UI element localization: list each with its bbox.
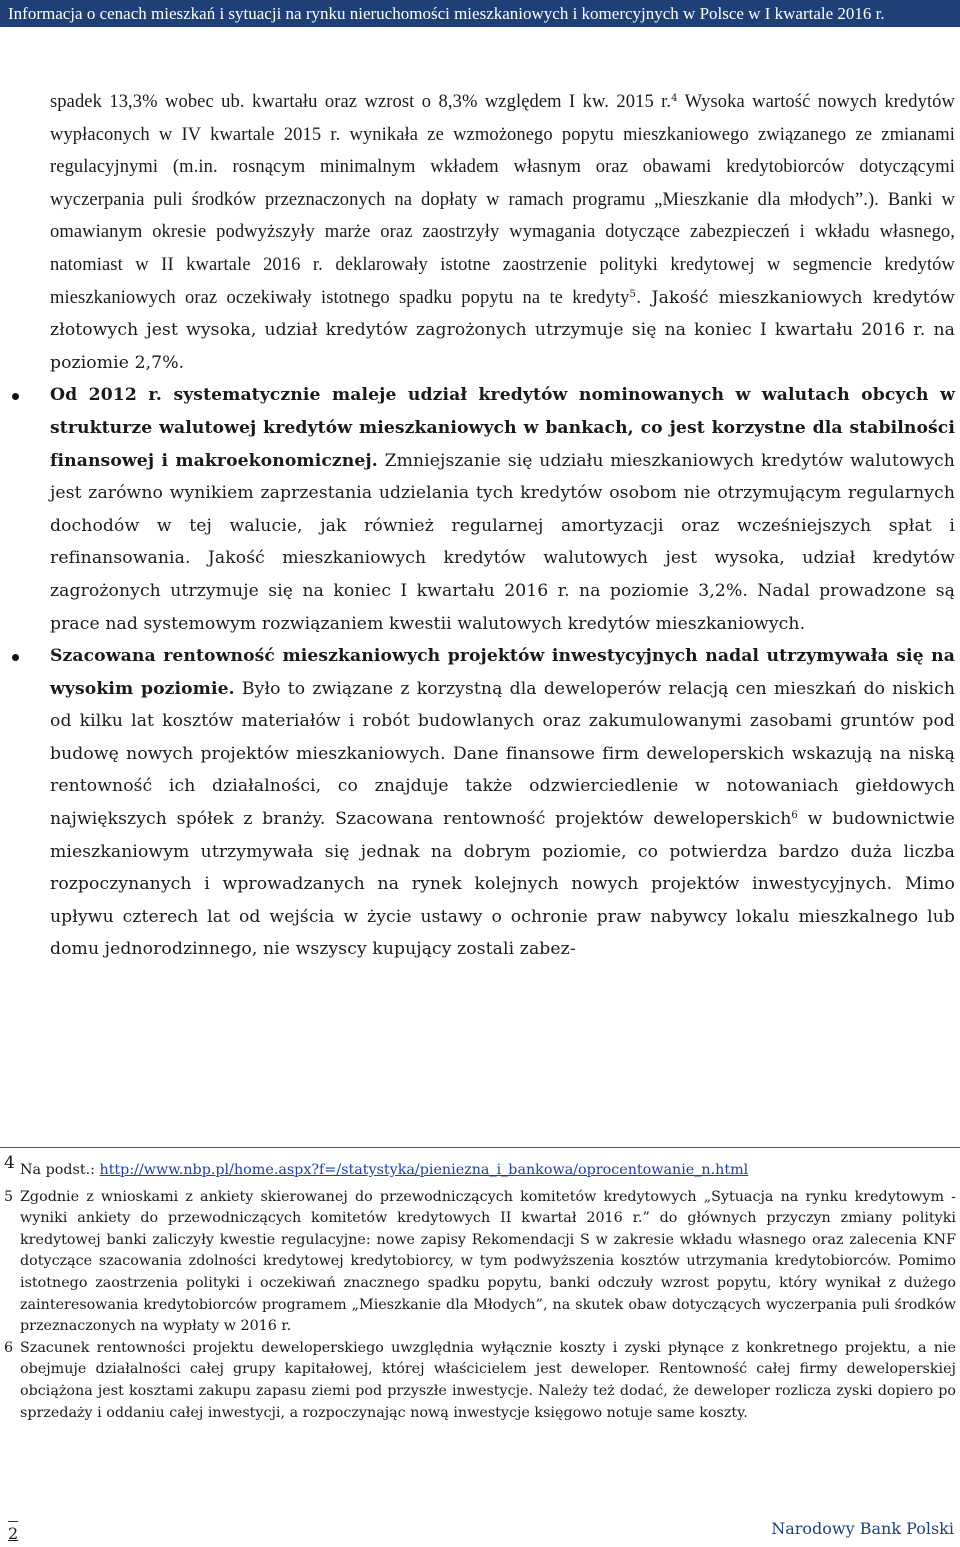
footnote-6-text: Szacunek rentowności projektu deweloperskiego uwzględnia wyłącznie koszty i zyski płynące z konkretnego projektu, a nie obejmuje działalności całej grupy kapitałowej, której właścicielem jest deweloper. Rentowność całej firmy deweloperskiej obciążona jest kosztami zakupu zapasu ziemi pod przyszłe inwestycje. Należy też dodać, że deweloper rozlicza zyski dopiero po sprzedaży i oddaniu całej inwestycji, a rozpoczynając nową inwestycje księgowo notuje same koszty. [20,1339,956,1421]
footnote-ref-6[interactable]: 6 [791,810,798,822]
bullet-item-fx-loans [50,379,955,640]
footnotes [4,1153,956,1424]
footnote-4-link[interactable]: http://www.nbp.pl/home.aspx?f=/statystyka/pieniezna_i_bankowa/oprocentowanie_n.html [99,1162,749,1178]
footnote-6 [4,1338,956,1424]
body-text [50,86,955,966]
document-header [0,0,960,27]
footnote-ref-5[interactable]: 5 [629,288,636,300]
footnote-ref-4[interactable]: 4 [671,93,678,104]
bullet-2-bold: Szacowana rentowność mieszkaniowych projektów inwestycyjnych nadal utrzymywała się na wysokim poziomie. [50,646,955,699]
footnote-5-number: 5 [4,1188,14,1205]
footnote-5-text: Zgodnie z wnioskami z ankiety skierowanej do przewodniczących komitetów kredytowych „Sytuacja na rynku kredytowym - wyniki ankiety do przewodniczących komitetów kredytowych II kwartał 2016 r.” do głównych przyczyn zmiany polityki kredytowej banki zaliczyły kwestie regulacyjne: nowe zapisy Rekomendacji S w zakresie wkładu własnego oraz zalecenia KNF dotyczące szacowania zdolności kredytowej kredytobiorcy, w tym podwyższenia kosztów utrzymania kredytobiorców. Pomimo istotnego zaostrzenia polityki i oczekiwań znacznego spadku popytu, banki odczuły wzrost popytu, który wynikał z dużego zainteresowania kredytobiorców programem „Mieszkanie dla Młodych”, na skutek obaw dotyczących wyczerpania puli środków przeznaczonych na wypłaty w 2016 r. [20,1188,956,1335]
page-number: 2 [8,1521,18,1543]
bullet-1-text: Zmniejszanie się udziału mieszkaniowych kredytów walutowych jest zarówno wynikiem zaprzestania udzielania tych kredytów osobom nie otrzymującym regularnych dochodów w tej walucie, jak również regularnej amortyzacji oraz wcześniejszych spłat i refinansowania. Jakość mieszkaniowych kredytów walutowych jest wysoka, udział kredytów zagrożonych utrzymuje się na koniec I kwartału 2016 r. na poziomie 3,2%. Nadal prowadzone są prace nad systemowym rozwiązaniem kwestii walutowych kredytów mieszkaniowych. [50,450,955,634]
paragraph-1-text: Wysoka wartość nowych kredytów wypłaconych w IV kwartale 2015 r. wynikała ze wzmożonego popytu mieszkaniowego związanego ze zmianami regulacyjnymi (m.in. rosnącym minimalnym wkładem własnym oraz obawami kredytobiorców dotyczącymi wyczerpania puli środków przeznaczonych na dopłaty w ramach programu „Mieszkanie dla młodych”.). Banki w omawianym okresie podwyższyły marże oraz zaostrzyły wymagania dotyczące zabezpieczeń i wkładu własnego, natomiast w II kwartale 2016 r. deklarowały istotne zaostrzenie polityki kredytowej w segmencie kredytów mieszkaniowych oraz oczekiwały istotnego spadku popytu na te kredyty [50,92,955,308]
paragraph-1-tail: . Jakość mieszkaniowych kredytów złotowych jest wysoka, udział kredytów zagrożonych utrzymuje się na koniec I kwartału 2016 r. na poziomie 2,7%. [50,287,955,373]
bullet-icon [12,393,19,400]
bullet-icon [12,654,19,661]
header-title: Informacja o cenach mieszkań i sytuacji na rynku nieruchomości mieszkaniowych i komercyjnych w Polsce w I kwartale 2016 r. [8,4,885,23]
footer-brand: Narodowy Bank Polski [771,1519,954,1538]
footnote-divider [0,1147,960,1148]
footnote-4-prefix: Na podst.: [20,1162,100,1178]
footnote-6-number: 6 [4,1339,14,1356]
footnote-4-number: 4 [4,1153,15,1173]
bullet-2-text-a: Było to związane z korzystną dla deweloperów relacją cen mieszkań do niskich od kilku lat kosztów materiałów i robót budowlanych oraz zakumulowanymi zasobami gruntów pod budowę nowych projektów mieszkaniowych. Dane finansowe firm deweloperskich wskazują na niską rentowność ich działalności, co znajduje także odzwierciedlenie w notowaniach giełdowych największych spółek z branży. Szacowana rentowność projektów deweloperskich [50,678,955,830]
footnote-5 [4,1187,956,1338]
paragraph-1-lead: spadek 13,3% wobec ub. kwartału oraz wzrost o 8,3% względem I kw. 2015 r. [50,92,672,112]
bullet-2-text-b: w budownictwie mieszkaniowym utrzymywała się jednak na dobrym poziomie, co potwierdza bardzo duża liczba rozpoczynanych i wprowadzanych na rynek kolejnych nowych projektów inwestycyjnych. Mimo upływu czterech lat od wejścia w życie ustawy o ochronie praw nabywcy lokalu mieszkalnego lub domu jednorodzinnego, nie wszyscy kupujący zostali zabez- [50,809,955,960]
footnote-4 [4,1153,956,1182]
bullet-item-profitability [50,640,955,966]
paragraph-1 [50,86,955,379]
bullet-1-bold: Od 2012 r. systematycznie maleje udział kredytów nominowanych w walutach obcych w strukturze walutowej kredytów mieszkaniowych w bankach, co jest korzystne dla stabilności finansowej i makroekonomicznej. [50,385,955,471]
